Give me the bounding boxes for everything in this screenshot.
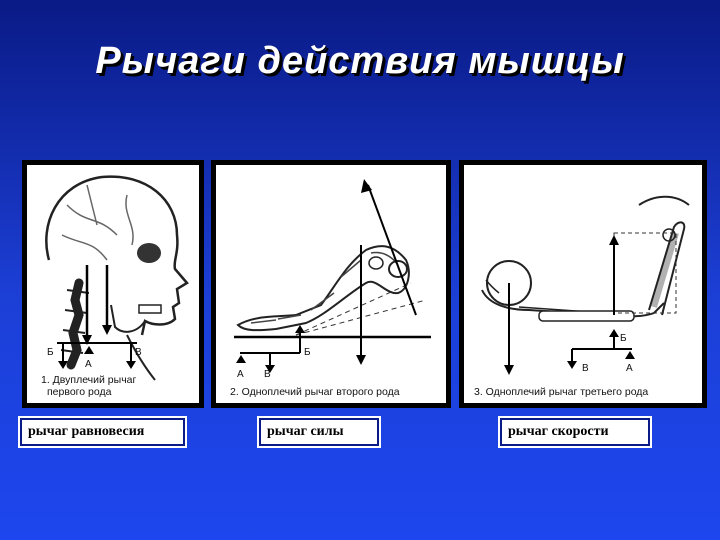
caption-line-1: 1. Двуплечий рычаг — [41, 374, 137, 386]
marker-v: В — [582, 363, 589, 374]
teeth — [139, 305, 161, 313]
marker-v: В — [135, 347, 142, 358]
panel-second-class-lever — [211, 160, 451, 408]
marker-b: Б — [304, 347, 311, 358]
foot-bones — [238, 246, 409, 330]
label-speed-lever: рычаг скорости — [500, 418, 650, 446]
marker-b: Б — [47, 347, 54, 358]
caption: 3. Одноплечий рычаг третьего рода — [474, 386, 649, 398]
label-force-lever: рычаг силы — [259, 418, 379, 446]
slide-title: Рычаги действия мышцы — [95, 40, 625, 82]
skull-lever-illustration — [27, 165, 199, 403]
panel-third-class-lever — [459, 160, 707, 408]
marker-v: В — [264, 369, 271, 380]
marker-b: Б — [620, 333, 627, 344]
caption-line-2: первого рода — [47, 386, 112, 398]
marker-a: А — [85, 359, 92, 370]
marker-a: А — [626, 363, 633, 374]
foot-lever-illustration — [216, 165, 446, 403]
fulcrum — [84, 346, 94, 354]
panel-inner — [464, 165, 702, 403]
skull-sutures — [62, 185, 133, 260]
marker-a: А — [237, 369, 244, 380]
panel-first-class-lever — [22, 160, 204, 408]
eye-socket — [137, 243, 161, 263]
caption: 2. Одноплечий рычаг второго рода — [230, 386, 400, 398]
fulcrum — [236, 355, 246, 363]
panel-inner — [27, 165, 199, 403]
arm-lever-illustration — [464, 165, 702, 403]
fulcrum — [625, 351, 635, 359]
panel-inner — [216, 165, 446, 403]
label-balance-lever: рычаг равновесия — [20, 418, 185, 446]
